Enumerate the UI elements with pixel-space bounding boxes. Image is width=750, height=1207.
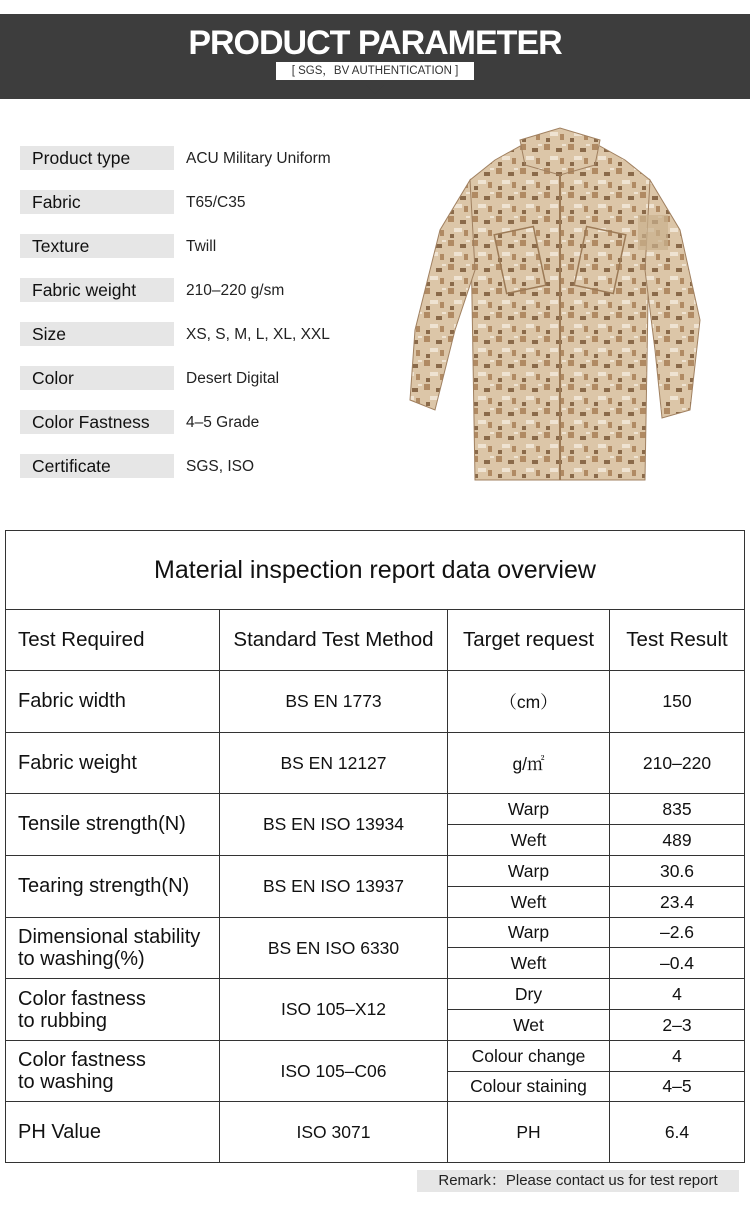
table-row-test: Tearing strength(N) — [18, 875, 190, 897]
table-row-target: Weft — [510, 829, 547, 850]
param-label: Certificate — [20, 454, 174, 478]
header-test-required: Test Required — [18, 627, 145, 651]
table-row-test: PH Value — [18, 1120, 102, 1143]
table-row-target: Warp — [507, 798, 550, 819]
table-row-target: PH — [516, 1121, 541, 1142]
table-row-result: 150 — [662, 691, 692, 711]
table-row-method: BS EN 12127 — [280, 752, 387, 773]
table-row-target: g/㎡ — [512, 753, 545, 774]
param-label: Size — [20, 322, 174, 346]
table-row-result: 23.4 — [659, 891, 695, 912]
table-row-test-line: to washing — [18, 1071, 114, 1093]
param-value: XS, S, M, L, XL, XXL — [186, 326, 330, 343]
table-row-result: 835 — [662, 798, 692, 819]
table-row-test-line: to washing(%) — [18, 948, 145, 970]
header-test-result: Test Result — [626, 627, 728, 651]
table-row-target: Weft — [510, 891, 547, 912]
table-row-method: BS EN ISO 6330 — [267, 937, 400, 958]
header-standard-test-method: Standard Test Method — [233, 627, 434, 651]
table-row-target: Colour change — [471, 1045, 586, 1066]
table-row-target: Wet — [513, 1014, 544, 1035]
table-row-method: BS EN ISO 13937 — [262, 876, 405, 896]
param-value: SGS, ISO — [186, 458, 255, 475]
table-row-method: ISO 105–C06 — [280, 1060, 387, 1081]
table-row-target: Warp — [507, 922, 550, 942]
table-row-test-line: to rubbing — [18, 1009, 107, 1032]
table-row-result: –0.4 — [659, 952, 695, 973]
table-row-test-line: Color fastness — [18, 1049, 146, 1071]
table-row-method: BS EN ISO 13934 — [262, 814, 405, 834]
param-label: Color Fastness — [20, 410, 174, 434]
header-target-request: Target request — [462, 627, 595, 651]
inspection-table — [5, 530, 745, 1163]
table-row-test: Fabric width — [18, 690, 126, 712]
authentication-subtitle: [ SGS，BV AUTHENTICATION ] — [276, 62, 474, 80]
table-row-result: –2.6 — [659, 922, 695, 942]
table-row-test — [18, 979, 218, 1040]
table-row-result: 4 — [672, 1045, 682, 1066]
param-label: Product type — [20, 146, 174, 170]
table-row-test — [18, 1041, 218, 1101]
param-label: Fabric weight — [20, 278, 174, 302]
param-value: T65/C35 — [186, 194, 246, 211]
param-label: Texture — [20, 234, 174, 258]
table-row-method: ISO 105–X12 — [280, 999, 387, 1019]
table-row-test: Fabric weight — [18, 751, 137, 774]
param-value: Twill — [186, 238, 217, 255]
table-row-test-line: Color fastness — [18, 987, 146, 1010]
table-row-result: 489 — [662, 829, 692, 850]
table-row-target: （cm） — [499, 692, 558, 712]
table-row-target: Dry — [514, 983, 543, 1004]
page-title: PRODUCT PARAMETER — [188, 24, 562, 62]
banner-pointer — [366, 85, 384, 94]
param-value: Desert Digital — [186, 370, 280, 387]
table-row-result: 210–220 — [642, 752, 712, 773]
table-row-result: 2–3 — [662, 1014, 692, 1035]
param-value: 210–220 g/sm — [186, 282, 285, 299]
table-row-test-line: Dimensional stability — [18, 926, 201, 948]
camouflage-jacket-image — [400, 120, 720, 500]
table-title: Material inspection report data overview — [6, 531, 744, 610]
table-row-test: Tensile strength(N) — [18, 813, 186, 835]
table-row-result: 6.4 — [664, 1121, 690, 1142]
param-label: Color — [20, 366, 174, 390]
table-row-method: BS EN 1773 — [285, 691, 382, 711]
table-row-test — [18, 918, 218, 978]
table-row-result: 4 — [672, 983, 682, 1004]
param-value: ACU Military Uniform — [186, 150, 331, 167]
remark-note: Remark：Please contact us for test report — [417, 1170, 739, 1192]
table-row-method: ISO 3071 — [296, 1121, 371, 1142]
param-value: 4–5 Grade — [186, 414, 260, 431]
table-row-target: Colour staining — [470, 1076, 587, 1096]
param-label: Fabric — [20, 190, 174, 214]
table-row-target: Weft — [510, 952, 547, 973]
table-row-result: 4–5 — [662, 1076, 692, 1096]
table-row-result: 30.6 — [659, 860, 695, 881]
table-row-target: Warp — [507, 860, 550, 881]
